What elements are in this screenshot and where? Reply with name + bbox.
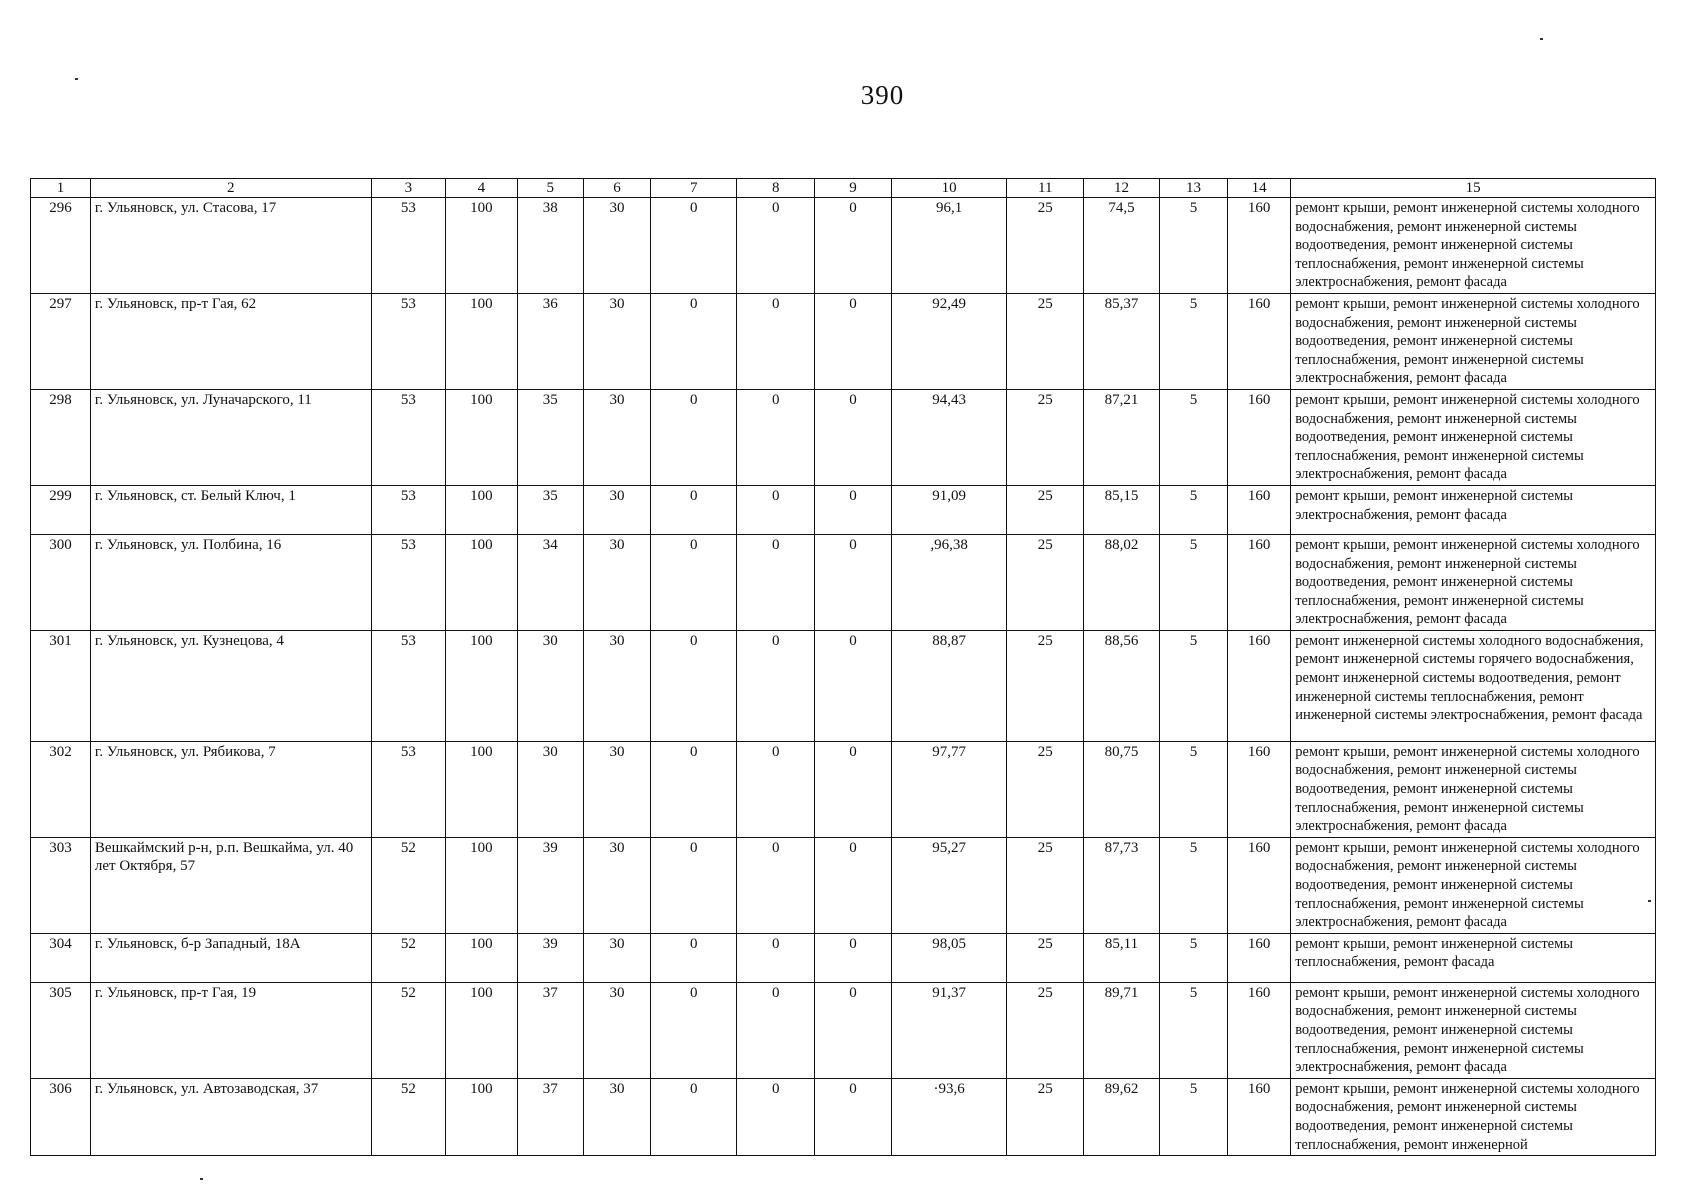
value-cell: 5 <box>1159 389 1227 485</box>
value-cell: 30 <box>583 630 650 741</box>
value-cell: 87,73 <box>1084 837 1160 933</box>
value-cell: 100 <box>446 933 517 982</box>
column-header: 5 <box>517 179 583 198</box>
value-cell: 25 <box>1007 485 1084 534</box>
value-cell: 35 <box>517 389 583 485</box>
value-cell: 0 <box>651 837 737 933</box>
column-header: 3 <box>371 179 446 198</box>
value-cell: 0 <box>737 534 815 630</box>
column-header: 15 <box>1291 179 1656 198</box>
value-cell: 30 <box>583 485 650 534</box>
value-cell: 91,09 <box>891 485 1007 534</box>
value-cell: 0 <box>651 933 737 982</box>
value-cell: 0 <box>651 534 737 630</box>
column-header: 8 <box>737 179 815 198</box>
value-cell: 30 <box>583 1078 650 1155</box>
value-cell: 160 <box>1228 485 1291 534</box>
value-cell: 100 <box>446 630 517 741</box>
value-cell: 160 <box>1228 293 1291 389</box>
value-cell: 52 <box>371 837 446 933</box>
table-row <box>31 933 1656 982</box>
row-number: 303 <box>31 837 91 933</box>
value-cell: 25 <box>1007 389 1084 485</box>
value-cell: 36 <box>517 293 583 389</box>
value-cell: 30 <box>583 534 650 630</box>
value-cell: 52 <box>371 982 446 1078</box>
table-row <box>31 293 1656 389</box>
value-cell: 0 <box>737 293 815 389</box>
value-cell: 100 <box>446 293 517 389</box>
value-cell: 25 <box>1007 1078 1084 1155</box>
table-row <box>31 982 1656 1078</box>
value-cell: 98,05 <box>891 933 1007 982</box>
row-number: 305 <box>31 982 91 1078</box>
value-cell: 89,71 <box>1084 982 1160 1078</box>
address-cell: г. Ульяновск, ст. Белый Ключ, 1 <box>90 485 371 534</box>
value-cell: 30 <box>517 741 583 837</box>
value-cell: 0 <box>651 485 737 534</box>
value-cell: 52 <box>371 933 446 982</box>
value-cell: 53 <box>371 534 446 630</box>
value-cell: 53 <box>371 630 446 741</box>
value-cell: 0 <box>815 933 892 982</box>
column-header: 12 <box>1084 179 1160 198</box>
address-cell: г. Ульяновск, ул. Рябикова, 7 <box>90 741 371 837</box>
address-cell: г. Ульяновск, ул. Луначарского, 11 <box>90 389 371 485</box>
value-cell: 25 <box>1007 293 1084 389</box>
table-row <box>31 534 1656 630</box>
value-cell: ·93,6 <box>891 1078 1007 1155</box>
value-cell: 74,5 <box>1084 198 1160 294</box>
value-cell: 88,02 <box>1084 534 1160 630</box>
value-cell: 5 <box>1159 982 1227 1078</box>
scan-speck <box>75 78 78 80</box>
value-cell: 0 <box>815 630 892 741</box>
value-cell: 0 <box>815 198 892 294</box>
repair-schedule-table <box>30 178 1656 1156</box>
row-number: 300 <box>31 534 91 630</box>
value-cell: 87,21 <box>1084 389 1160 485</box>
column-header: 10 <box>891 179 1007 198</box>
value-cell: 0 <box>651 982 737 1078</box>
table-row <box>31 1078 1656 1155</box>
value-cell: 160 <box>1228 933 1291 982</box>
value-cell: 80,75 <box>1084 741 1160 837</box>
table-row <box>31 198 1656 294</box>
value-cell: 0 <box>737 982 815 1078</box>
row-number: 302 <box>31 741 91 837</box>
value-cell: 0 <box>815 982 892 1078</box>
value-cell: 100 <box>446 837 517 933</box>
value-cell: 160 <box>1228 1078 1291 1155</box>
value-cell: 37 <box>517 1078 583 1155</box>
repair-works-cell: ремонт крыши, ремонт инженерной системы электроснабжения, ремонт фасада <box>1291 485 1656 534</box>
row-number: 304 <box>31 933 91 982</box>
value-cell: 25 <box>1007 982 1084 1078</box>
value-cell: 0 <box>651 630 737 741</box>
value-cell: 5 <box>1159 534 1227 630</box>
address-cell: г. Ульяновск, ул. Кузнецова, 4 <box>90 630 371 741</box>
row-number: 299 <box>31 485 91 534</box>
column-header: 9 <box>815 179 892 198</box>
value-cell: 30 <box>583 837 650 933</box>
value-cell: 100 <box>446 198 517 294</box>
repair-works-cell: ремонт крыши, ремонт инженерной системы холодного водоснабжения, ремонт инженерной системы водоотведения, ремонт инженерной системы теплоснабжения, ремонт инженерной системы электроснабжения, ремонт фасада <box>1291 198 1656 294</box>
value-cell: 100 <box>446 741 517 837</box>
value-cell: 30 <box>583 293 650 389</box>
value-cell: 160 <box>1228 198 1291 294</box>
value-cell: ,96,38 <box>891 534 1007 630</box>
repair-works-cell: ремонт крыши, ремонт инженерной системы теплоснабжения, ремонт фасада <box>1291 933 1656 982</box>
value-cell: 0 <box>651 741 737 837</box>
value-cell: 100 <box>446 1078 517 1155</box>
value-cell: 30 <box>583 389 650 485</box>
value-cell: 0 <box>815 534 892 630</box>
row-number: 297 <box>31 293 91 389</box>
repair-works-cell: ремонт крыши, ремонт инженерной системы холодного водоснабжения, ремонт инженерной системы водоотведения, ремонт инженерной системы теплоснабжения, ремонт инженерной системы электроснабжения, ремонт фасада <box>1291 741 1656 837</box>
value-cell: 92,49 <box>891 293 1007 389</box>
value-cell: 5 <box>1159 198 1227 294</box>
column-header: 4 <box>446 179 517 198</box>
value-cell: 30 <box>583 933 650 982</box>
value-cell: 95,27 <box>891 837 1007 933</box>
value-cell: 5 <box>1159 933 1227 982</box>
address-cell: г. Ульяновск, ул. Автозаводская, 37 <box>90 1078 371 1155</box>
value-cell: 0 <box>737 485 815 534</box>
value-cell: 160 <box>1228 534 1291 630</box>
value-cell: 0 <box>651 293 737 389</box>
value-cell: 0 <box>815 389 892 485</box>
value-cell: 0 <box>815 741 892 837</box>
value-cell: 94,43 <box>891 389 1007 485</box>
scan-speck <box>1540 38 1543 40</box>
address-cell: Вешкаймский р-н, р.п. Вешкайма, ул. 40 лет Октября, 57 <box>90 837 371 933</box>
column-header: 6 <box>583 179 650 198</box>
value-cell: 89,62 <box>1084 1078 1160 1155</box>
column-number-header <box>31 179 1656 198</box>
repair-works-cell: ремонт крыши, ремонт инженерной системы холодного водоснабжения, ремонт инженерной системы водоотведения, ремонт инженерной системы теплоснабжения, ремонт инженерной <box>1291 1078 1656 1155</box>
value-cell: 5 <box>1159 1078 1227 1155</box>
value-cell: 25 <box>1007 534 1084 630</box>
repair-works-cell: ремонт крыши, ремонт инженерной системы холодного водоснабжения, ремонт инженерной системы водоотведения, ремонт инженерной системы теплоснабжения, ремонт инженерной системы электроснабжения, ремонт фасада <box>1291 534 1656 630</box>
value-cell: 96,1 <box>891 198 1007 294</box>
value-cell: 35 <box>517 485 583 534</box>
value-cell: 30 <box>583 741 650 837</box>
value-cell: 34 <box>517 534 583 630</box>
value-cell: 0 <box>815 293 892 389</box>
value-cell: 0 <box>737 389 815 485</box>
value-cell: 39 <box>517 933 583 982</box>
value-cell: 53 <box>371 485 446 534</box>
value-cell: 5 <box>1159 837 1227 933</box>
value-cell: 25 <box>1007 198 1084 294</box>
value-cell: 88,56 <box>1084 630 1160 741</box>
column-header: 2 <box>90 179 371 198</box>
value-cell: 100 <box>446 982 517 1078</box>
value-cell: 85,37 <box>1084 293 1160 389</box>
address-cell: г. Ульяновск, б-р Западный, 18А <box>90 933 371 982</box>
row-number: 306 <box>31 1078 91 1155</box>
value-cell: 5 <box>1159 630 1227 741</box>
row-number: 296 <box>31 198 91 294</box>
value-cell: 0 <box>737 837 815 933</box>
value-cell: 53 <box>371 389 446 485</box>
page-number: 390 <box>860 80 905 110</box>
value-cell: 5 <box>1159 485 1227 534</box>
value-cell: 0 <box>737 198 815 294</box>
value-cell: 100 <box>446 389 517 485</box>
column-header: 7 <box>651 179 737 198</box>
value-cell: 88,87 <box>891 630 1007 741</box>
value-cell: 85,15 <box>1084 485 1160 534</box>
scan-speck <box>200 1178 203 1180</box>
repair-works-cell: ремонт инженерной системы холодного водоснабжения, ремонт инженерной системы горячего водоснабжения, ремонт инженерной системы водоотведения, ремонт инженерной системы теплоснабжения, ремонт инженерной системы электроснабжения, ремонт фасада <box>1291 630 1656 741</box>
table-row <box>31 485 1656 534</box>
value-cell: 53 <box>371 293 446 389</box>
column-header: 1 <box>31 179 91 198</box>
value-cell: 0 <box>737 741 815 837</box>
value-cell: 30 <box>517 630 583 741</box>
value-cell: 0 <box>815 1078 892 1155</box>
value-cell: 0 <box>651 198 737 294</box>
value-cell: 0 <box>737 1078 815 1155</box>
address-cell: г. Ульяновск, ул. Полбина, 16 <box>90 534 371 630</box>
value-cell: 160 <box>1228 741 1291 837</box>
row-number: 298 <box>31 389 91 485</box>
column-header: 11 <box>1007 179 1084 198</box>
value-cell: 160 <box>1228 630 1291 741</box>
value-cell: 38 <box>517 198 583 294</box>
value-cell: 160 <box>1228 837 1291 933</box>
table-row <box>31 630 1656 741</box>
value-cell: 0 <box>815 485 892 534</box>
value-cell: 0 <box>651 1078 737 1155</box>
value-cell: 0 <box>815 837 892 933</box>
value-cell: 160 <box>1228 982 1291 1078</box>
value-cell: 53 <box>371 198 446 294</box>
column-header: 14 <box>1228 179 1291 198</box>
value-cell: 52 <box>371 1078 446 1155</box>
value-cell: 25 <box>1007 933 1084 982</box>
value-cell: 100 <box>446 485 517 534</box>
table-row <box>31 389 1656 485</box>
value-cell: 53 <box>371 741 446 837</box>
value-cell: 30 <box>583 198 650 294</box>
value-cell: 5 <box>1159 293 1227 389</box>
value-cell: 39 <box>517 837 583 933</box>
table-row <box>31 837 1656 933</box>
value-cell: 0 <box>737 630 815 741</box>
address-cell: г. Ульяновск, ул. Стасова, 17 <box>90 198 371 294</box>
value-cell: 25 <box>1007 741 1084 837</box>
column-header: 13 <box>1159 179 1227 198</box>
value-cell: 25 <box>1007 630 1084 741</box>
repair-works-cell: ремонт крыши, ремонт инженерной системы холодного водоснабжения, ремонт инженерной системы водоотведения, ремонт инженерной системы теплоснабжения, ремонт инженерной системы электроснабжения, ремонт фасада <box>1291 982 1656 1078</box>
repair-works-cell: ремонт крыши, ремонт инженерной системы холодного водоснабжения, ремонт инженерной системы водоотведения, ремонт инженерной системы теплоснабжения, ремонт инженерной системы электроснабжения, ремонт фасада <box>1291 293 1656 389</box>
value-cell: 25 <box>1007 837 1084 933</box>
value-cell: 37 <box>517 982 583 1078</box>
value-cell: 0 <box>737 933 815 982</box>
value-cell: 5 <box>1159 741 1227 837</box>
repair-works-cell: ремонт крыши, ремонт инженерной системы холодного водоснабжения, ремонт инженерной системы водоотведения, ремонт инженерной системы теплоснабжения, ремонт инженерной системы электроснабжения, ремонт фасада <box>1291 389 1656 485</box>
repair-works-cell: ремонт крыши, ремонт инженерной системы холодного водоснабжения, ремонт инженерной системы водоотведения, ремонт инженерной системы теплоснабжения, ремонт инженерной системы электроснабжения, ремонт фасада <box>1291 837 1656 933</box>
value-cell: 30 <box>583 982 650 1078</box>
scan-speck <box>1648 900 1651 902</box>
value-cell: 0 <box>651 389 737 485</box>
value-cell: 97,77 <box>891 741 1007 837</box>
row-number: 301 <box>31 630 91 741</box>
value-cell: 100 <box>446 534 517 630</box>
address-cell: г. Ульяновск, пр-т Гая, 62 <box>90 293 371 389</box>
value-cell: 91,37 <box>891 982 1007 1078</box>
table-row <box>31 741 1656 837</box>
address-cell: г. Ульяновск, пр-т Гая, 19 <box>90 982 371 1078</box>
value-cell: 160 <box>1228 389 1291 485</box>
value-cell: 85,11 <box>1084 933 1160 982</box>
